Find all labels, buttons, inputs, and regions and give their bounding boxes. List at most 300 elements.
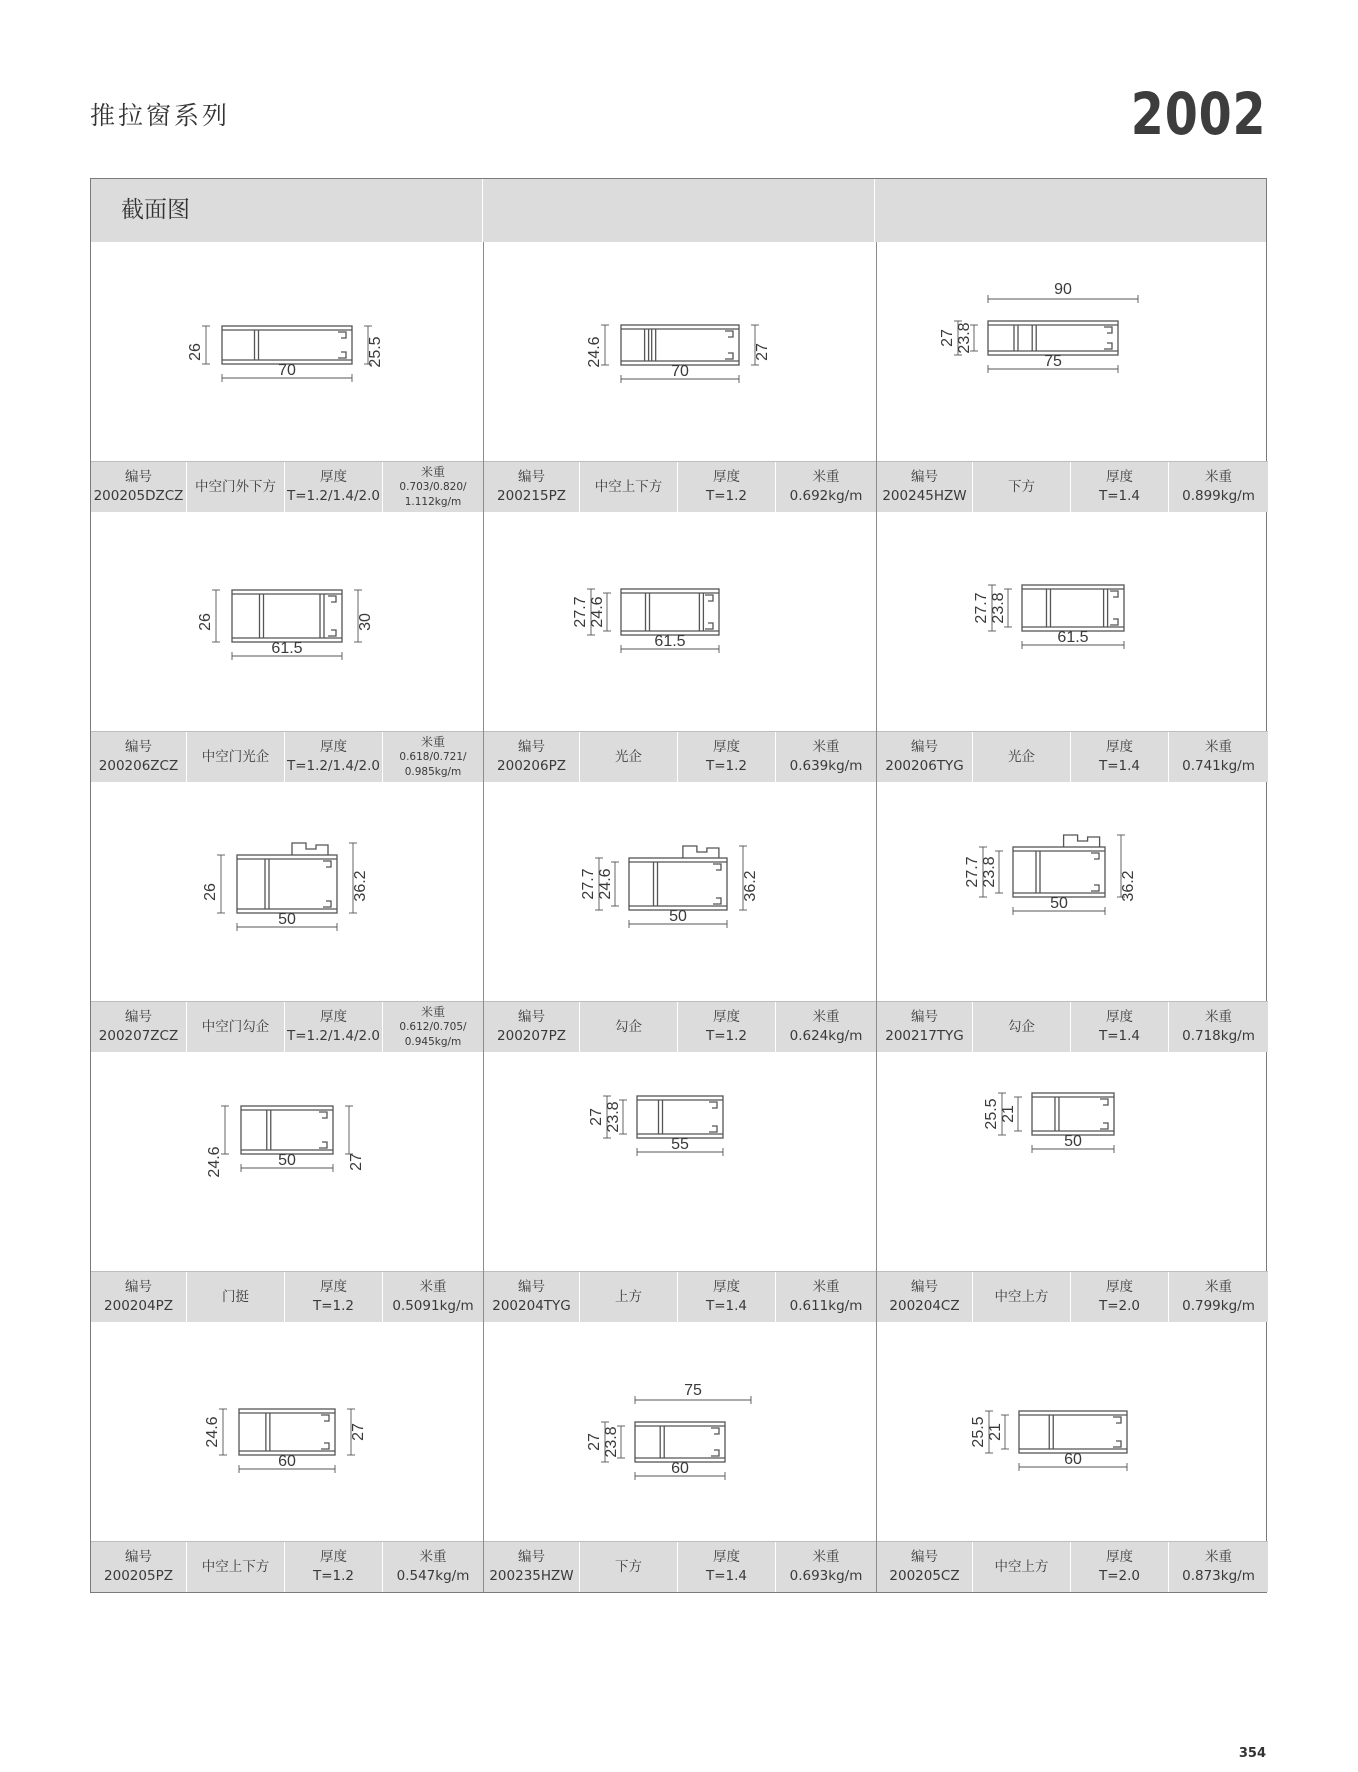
profile-section-drawing <box>983 1093 1114 1153</box>
profile-section-drawing <box>197 590 374 660</box>
spec-bar <box>877 1001 1268 1052</box>
section-drawing-area <box>91 1322 483 1541</box>
product-name-cell <box>579 1002 677 1052</box>
product-thickness-label: 厚度 <box>1106 469 1133 485</box>
product-code-value: 200206ZCZ <box>98 758 179 774</box>
section-drawing-area <box>877 782 1268 1001</box>
dim-bottom-label: 60 <box>278 1453 296 1470</box>
dim-left-inner-label: 23.8 <box>603 1426 620 1458</box>
dim-bottom-label: 75 <box>1044 353 1062 370</box>
product-weight-label: 米重 <box>812 1009 840 1025</box>
product-code-label: 编号 <box>518 469 545 485</box>
dim-left-outer-label: 27 <box>586 1433 603 1451</box>
product-cell <box>483 782 876 1052</box>
product-cell <box>876 512 1268 782</box>
section-drawing-svg <box>877 1052 1269 1271</box>
product-weight-value: 0.612/0.705/ 0.945kg/m <box>399 1020 467 1048</box>
dim-left-label: 26 <box>197 613 214 631</box>
product-cell <box>91 242 483 512</box>
profile-section-drawing <box>572 589 719 653</box>
product-thickness-cell <box>677 1272 775 1322</box>
product-thickness-label: 厚度 <box>320 1279 347 1295</box>
dim-bottom-label: 61.5 <box>654 633 686 650</box>
product-cell <box>876 1052 1268 1322</box>
product-thickness-label: 厚度 <box>1106 739 1133 755</box>
product-code-value: 200206TYG <box>885 758 964 774</box>
dim-left-outer-label: 27 <box>588 1108 605 1126</box>
product-weight-label: 米重 <box>419 1279 447 1295</box>
product-name-cell <box>186 1272 284 1322</box>
product-code-cell <box>484 1542 579 1592</box>
product-weight-value: 0.741kg/m <box>1182 758 1255 774</box>
product-code-value: 200205DZCZ <box>93 488 184 504</box>
section-header-cell <box>483 179 875 242</box>
product-name-value: 光企 <box>1008 748 1035 765</box>
dim-bottom-label: 50 <box>669 908 687 925</box>
product-weight-cell <box>382 1272 483 1322</box>
product-weight-label: 米重 <box>1205 469 1232 485</box>
product-name-value: 下方 <box>615 1558 642 1575</box>
product-cell <box>483 1322 876 1592</box>
product-row <box>91 512 1266 782</box>
product-row <box>91 1052 1266 1322</box>
product-thickness-label: 厚度 <box>320 1549 347 1565</box>
product-thickness-label: 厚度 <box>1106 1279 1133 1295</box>
section-header-label: 截面图 <box>121 197 190 223</box>
product-thickness-value: T=1.2 <box>705 488 748 504</box>
dim-left-label: 26 <box>187 343 204 361</box>
dim-left-inner-label: 23.8 <box>981 856 998 888</box>
product-thickness-value: T=1.4 <box>1098 1028 1141 1044</box>
dim-left-inner-label: 24.6 <box>597 868 614 900</box>
section-drawing-svg <box>877 782 1269 1001</box>
product-name-cell <box>186 1542 284 1592</box>
product-code-label: 编号 <box>911 1549 938 1565</box>
product-weight-cell <box>775 732 876 782</box>
product-name-cell <box>186 1002 284 1052</box>
dim-left-outer-label: 25.5 <box>983 1098 1000 1130</box>
section-drawing-svg <box>484 512 876 731</box>
product-thickness-cell <box>1070 1002 1168 1052</box>
product-thickness-cell <box>677 1542 775 1592</box>
section-drawing-area <box>91 782 483 1001</box>
product-cell <box>876 242 1268 512</box>
profile-section-drawing <box>580 846 759 928</box>
product-thickness-label: 厚度 <box>1106 1009 1133 1025</box>
product-name-value: 中空上方 <box>994 1288 1049 1305</box>
section-drawing-svg <box>877 512 1269 731</box>
product-name-cell <box>972 732 1070 782</box>
product-cell <box>483 512 876 782</box>
page-number: 354 <box>1238 1746 1266 1761</box>
product-code-label: 编号 <box>518 1279 545 1295</box>
product-code-cell <box>877 462 972 512</box>
product-code-value: 200207PZ <box>497 1028 566 1044</box>
product-thickness-cell <box>677 732 775 782</box>
profile-section-drawing <box>939 281 1138 373</box>
spec-bar <box>877 731 1268 782</box>
product-code-value: 200204TYG <box>492 1298 571 1314</box>
product-thickness-cell <box>284 462 382 512</box>
section-drawing-svg <box>877 1322 1269 1541</box>
product-code-value: 200204PZ <box>104 1298 173 1314</box>
product-name-value: 中空上方 <box>994 1558 1049 1575</box>
product-code-cell <box>877 1002 972 1052</box>
section-drawing-area <box>484 1322 876 1541</box>
profile-section-drawing <box>964 835 1137 915</box>
product-code-cell <box>91 732 186 782</box>
dim-bottom-label: 61.5 <box>1057 629 1089 646</box>
section-drawing-svg <box>91 1052 483 1271</box>
dim-top-label: 90 <box>1054 281 1072 298</box>
section-drawing-area <box>91 242 483 461</box>
product-code-cell <box>484 732 579 782</box>
product-weight-cell <box>1168 1272 1268 1322</box>
product-thickness-cell <box>1070 1272 1168 1322</box>
product-name-value: 中空门勾企 <box>201 1018 270 1035</box>
product-weight-cell <box>775 1002 876 1052</box>
profile-section-drawing <box>970 1411 1127 1471</box>
product-code-value: 200207ZCZ <box>98 1028 179 1044</box>
product-weight-cell <box>382 1002 483 1052</box>
dim-right-label: 30 <box>357 613 374 631</box>
product-weight-cell <box>382 732 483 782</box>
profile-section-drawing <box>202 843 369 931</box>
product-weight-label: 米重 <box>1205 739 1232 755</box>
spec-bar <box>91 1271 483 1322</box>
product-name-value: 中空门光企 <box>201 748 270 765</box>
product-thickness-cell <box>1070 1542 1168 1592</box>
product-code-value: 200215PZ <box>497 488 566 504</box>
product-weight-cell <box>1168 462 1268 512</box>
spec-bar <box>877 461 1268 512</box>
section-drawing-area <box>877 242 1268 461</box>
product-weight-label: 米重 <box>420 1004 445 1019</box>
product-weight-value: 0.611kg/m <box>789 1298 863 1314</box>
section-drawing-svg <box>91 1322 483 1541</box>
product-weight-cell <box>1168 1002 1268 1052</box>
product-thickness-value: T=1.2 <box>705 1028 748 1044</box>
product-weight-value: 0.873kg/m <box>1182 1568 1255 1584</box>
section-header-row <box>91 179 1266 242</box>
dim-left-label: 24.6 <box>204 1416 221 1448</box>
dim-bottom-label: 61.5 <box>271 640 303 657</box>
dim-bottom-label: 60 <box>1064 1451 1082 1468</box>
dim-left-outer-label: 27.7 <box>580 868 597 900</box>
dim-left-inner-label: 21 <box>1000 1105 1017 1123</box>
dim-bottom-label: 50 <box>278 1152 296 1169</box>
series-title: 推拉窗系列 <box>90 101 231 130</box>
product-row <box>91 782 1266 1052</box>
product-weight-label: 米重 <box>1205 1549 1232 1565</box>
product-weight-value: 0.799kg/m <box>1182 1298 1255 1314</box>
product-code-cell <box>877 1542 972 1592</box>
product-weight-value: 0.899kg/m <box>1182 488 1255 504</box>
dim-bottom-label: 50 <box>1050 895 1068 912</box>
product-weight-value: 0.618/0.721/ 0.985kg/m <box>399 750 467 778</box>
dim-right-label: 27 <box>754 343 771 361</box>
product-code-label: 编号 <box>125 1279 152 1295</box>
product-name-cell <box>186 462 284 512</box>
section-drawing-svg <box>484 782 876 1001</box>
dim-left-inner-label: 21 <box>987 1423 1004 1441</box>
product-weight-label: 米重 <box>419 1549 447 1565</box>
product-name-value: 勾企 <box>1008 1018 1035 1035</box>
spec-bar <box>484 1001 876 1052</box>
product-name-value: 上方 <box>615 1288 642 1305</box>
product-thickness-value: T=1.2/1.4/2.0 <box>286 1028 381 1044</box>
product-weight-value: 0.5091kg/m <box>392 1298 474 1314</box>
product-code-label: 编号 <box>911 1009 938 1025</box>
series-code: 2002 <box>1130 80 1266 148</box>
profile-section-drawing <box>586 1382 751 1480</box>
section-drawing-area <box>484 782 876 1001</box>
product-thickness-cell <box>284 732 382 782</box>
product-code-cell <box>484 1272 579 1322</box>
product-name-cell <box>972 1542 1070 1592</box>
product-thickness-cell <box>284 1002 382 1052</box>
spec-bar <box>91 1541 483 1592</box>
product-code-label: 编号 <box>125 469 152 485</box>
product-cell <box>91 1322 483 1592</box>
dim-right-label: 25.5 <box>367 336 384 368</box>
spec-bar <box>91 731 483 782</box>
product-code-value: 200245HZW <box>882 488 967 504</box>
section-header-cell <box>91 179 483 242</box>
profile-section-drawing <box>187 326 384 382</box>
spec-bar <box>484 731 876 782</box>
product-weight-cell <box>1168 1542 1268 1592</box>
product-code-cell <box>877 732 972 782</box>
product-weight-value: 0.693kg/m <box>789 1568 863 1584</box>
product-thickness-label: 厚度 <box>713 739 740 755</box>
product-thickness-cell <box>284 1272 382 1322</box>
section-drawing-svg <box>484 242 876 461</box>
product-weight-label: 米重 <box>1205 1279 1232 1295</box>
dim-bottom-label: 70 <box>671 363 689 380</box>
dim-left-outer-label: 27 <box>939 329 956 347</box>
product-thickness-label: 厚度 <box>713 1009 740 1025</box>
product-code-label: 编号 <box>518 1549 545 1565</box>
section-drawing-area <box>877 1052 1268 1271</box>
product-thickness-value: T=1.4 <box>1098 758 1141 774</box>
product-code-cell <box>91 462 186 512</box>
section-drawing-svg <box>91 242 483 461</box>
product-code-cell <box>91 1542 186 1592</box>
product-code-label: 编号 <box>125 1009 152 1025</box>
spec-bar <box>877 1271 1268 1322</box>
product-weight-label: 米重 <box>420 464 445 479</box>
section-drawing-svg <box>91 782 483 1001</box>
product-thickness-value: T=2.0 <box>1098 1298 1141 1314</box>
section-drawing-area <box>877 1322 1268 1541</box>
profile-section-drawing <box>204 1409 367 1473</box>
profile-section-drawing <box>586 325 771 383</box>
dim-left-label: 24.6 <box>206 1146 223 1178</box>
section-drawing-area <box>484 1052 876 1271</box>
dim-bottom-label: 50 <box>278 911 296 928</box>
product-weight-cell <box>382 1542 483 1592</box>
profile-section-drawing <box>588 1096 723 1156</box>
product-name-cell <box>579 462 677 512</box>
section-drawing-svg <box>484 1322 876 1541</box>
dim-top-label: 75 <box>684 1382 702 1399</box>
product-thickness-label: 厚度 <box>320 469 347 485</box>
product-thickness-cell <box>1070 732 1168 782</box>
dim-right-label: 36.2 <box>742 870 759 902</box>
section-drawing-svg <box>91 512 483 731</box>
product-name-value: 中空门外下方 <box>195 478 276 495</box>
product-name-cell <box>579 732 677 782</box>
product-code-cell <box>484 1002 579 1052</box>
product-code-label: 编号 <box>125 739 152 755</box>
product-name-cell <box>579 1542 677 1592</box>
dim-left-inner-label: 23.8 <box>956 322 973 354</box>
product-thickness-cell <box>1070 462 1168 512</box>
product-code-value: 200206PZ <box>497 758 566 774</box>
product-code-value: 200235HZW <box>489 1568 574 1584</box>
product-thickness-label: 厚度 <box>320 739 347 755</box>
product-name-cell <box>579 1272 677 1322</box>
product-code-value: 200204CZ <box>889 1298 960 1314</box>
dim-left-label: 24.6 <box>586 336 603 368</box>
product-thickness-label: 厚度 <box>713 1279 740 1295</box>
product-code-value: 200217TYG <box>885 1028 964 1044</box>
spec-bar <box>91 1001 483 1052</box>
product-thickness-label: 厚度 <box>1106 1549 1133 1565</box>
product-code-label: 编号 <box>518 739 545 755</box>
product-weight-value: 0.692kg/m <box>789 488 863 504</box>
dim-bottom-label: 70 <box>278 362 296 379</box>
product-thickness-value: T=1.2 <box>312 1568 355 1584</box>
product-thickness-cell <box>677 1002 775 1052</box>
profile-section-drawing <box>206 1106 365 1178</box>
section-drawing-area <box>877 512 1268 731</box>
product-name-cell <box>186 732 284 782</box>
section-drawing-svg <box>877 242 1269 461</box>
profile-catalog-table <box>90 178 1267 1593</box>
dim-bottom-label: 50 <box>1064 1133 1082 1150</box>
product-thickness-value: T=1.4 <box>1098 488 1141 504</box>
product-name-value: 门挺 <box>222 1288 249 1305</box>
dim-left-inner-label: 23.8 <box>605 1101 622 1133</box>
product-thickness-value: T=1.4 <box>705 1568 748 1584</box>
dim-right-label: 36.2 <box>352 870 369 902</box>
product-name-cell <box>972 1272 1070 1322</box>
dim-left-outer-label: 27.7 <box>572 596 589 628</box>
section-header-cell <box>875 179 1266 242</box>
product-code-label: 编号 <box>911 1279 938 1295</box>
product-code-label: 编号 <box>518 1009 545 1025</box>
product-thickness-value: T=1.2 <box>312 1298 355 1314</box>
product-name-cell <box>972 462 1070 512</box>
product-row <box>91 1322 1266 1592</box>
section-drawing-svg <box>484 1052 876 1271</box>
dim-left-inner-label: 24.6 <box>589 596 606 628</box>
product-weight-value: 0.718kg/m <box>1182 1028 1255 1044</box>
dim-left-inner-label: 23.8 <box>990 592 1007 624</box>
product-cell <box>876 782 1268 1052</box>
product-weight-cell <box>775 1272 876 1322</box>
product-weight-label: 米重 <box>1205 1009 1232 1025</box>
product-cell <box>91 512 483 782</box>
product-thickness-value: T=1.2/1.4/2.0 <box>286 488 381 504</box>
product-code-value: 200205PZ <box>104 1568 173 1584</box>
product-thickness-value: T=1.4 <box>705 1298 748 1314</box>
product-name-value: 下方 <box>1008 478 1035 495</box>
product-weight-label: 米重 <box>812 1549 840 1565</box>
dim-right-label: 36.2 <box>1120 870 1137 902</box>
section-drawing-area <box>91 1052 483 1271</box>
dim-right-label: 27 <box>348 1153 365 1171</box>
product-code-cell <box>877 1272 972 1322</box>
section-drawing-area <box>484 242 876 461</box>
product-name-value: 勾企 <box>615 1018 642 1035</box>
product-thickness-label: 厚度 <box>320 1009 347 1025</box>
product-row <box>91 242 1266 512</box>
product-name-value: 中空上下方 <box>594 478 663 495</box>
product-name-value: 光企 <box>615 748 642 765</box>
profile-section-drawing <box>973 585 1124 649</box>
dim-left-label: 26 <box>202 883 219 901</box>
product-weight-label: 米重 <box>812 1279 840 1295</box>
product-thickness-label: 厚度 <box>713 1549 740 1565</box>
product-thickness-value: T=2.0 <box>1098 1568 1141 1584</box>
product-thickness-label: 厚度 <box>713 469 740 485</box>
dim-bottom-label: 60 <box>671 1460 689 1477</box>
product-code-label: 编号 <box>125 1549 152 1565</box>
product-weight-label: 米重 <box>420 734 445 749</box>
product-thickness-cell <box>677 462 775 512</box>
spec-bar <box>91 461 483 512</box>
dim-right-label: 27 <box>350 1423 367 1441</box>
product-code-cell <box>484 462 579 512</box>
product-code-cell <box>91 1272 186 1322</box>
product-weight-cell <box>775 462 876 512</box>
product-weight-value: 0.547kg/m <box>396 1568 470 1584</box>
dim-left-outer-label: 25.5 <box>970 1416 987 1448</box>
product-weight-value: 0.703/0.820/ 1.112kg/m <box>399 480 467 508</box>
product-code-value: 200205CZ <box>889 1568 960 1584</box>
spec-bar <box>484 461 876 512</box>
product-weight-value: 0.639kg/m <box>789 758 863 774</box>
spec-bar <box>484 1541 876 1592</box>
product-cell <box>91 782 483 1052</box>
product-weight-cell <box>1168 732 1268 782</box>
product-name-cell <box>972 1002 1070 1052</box>
product-thickness-value: T=1.2/1.4/2.0 <box>286 758 381 774</box>
product-weight-label: 米重 <box>812 739 840 755</box>
product-weight-label: 米重 <box>812 469 840 485</box>
spec-bar <box>484 1271 876 1322</box>
product-cell <box>483 1052 876 1322</box>
dim-left-outer-label: 27.7 <box>964 856 981 888</box>
section-drawing-area <box>91 512 483 731</box>
product-cell <box>91 1052 483 1322</box>
dim-left-outer-label: 27.7 <box>973 592 990 624</box>
product-code-cell <box>91 1002 186 1052</box>
product-weight-value: 0.624kg/m <box>789 1028 863 1044</box>
product-name-value: 中空上下方 <box>201 1558 270 1575</box>
product-thickness-cell <box>284 1542 382 1592</box>
dim-bottom-label: 55 <box>671 1136 689 1153</box>
product-cell <box>876 1322 1268 1592</box>
product-cell <box>483 242 876 512</box>
product-code-label: 编号 <box>911 739 938 755</box>
product-thickness-value: T=1.2 <box>705 758 748 774</box>
product-weight-cell <box>775 1542 876 1592</box>
spec-bar <box>877 1541 1268 1592</box>
